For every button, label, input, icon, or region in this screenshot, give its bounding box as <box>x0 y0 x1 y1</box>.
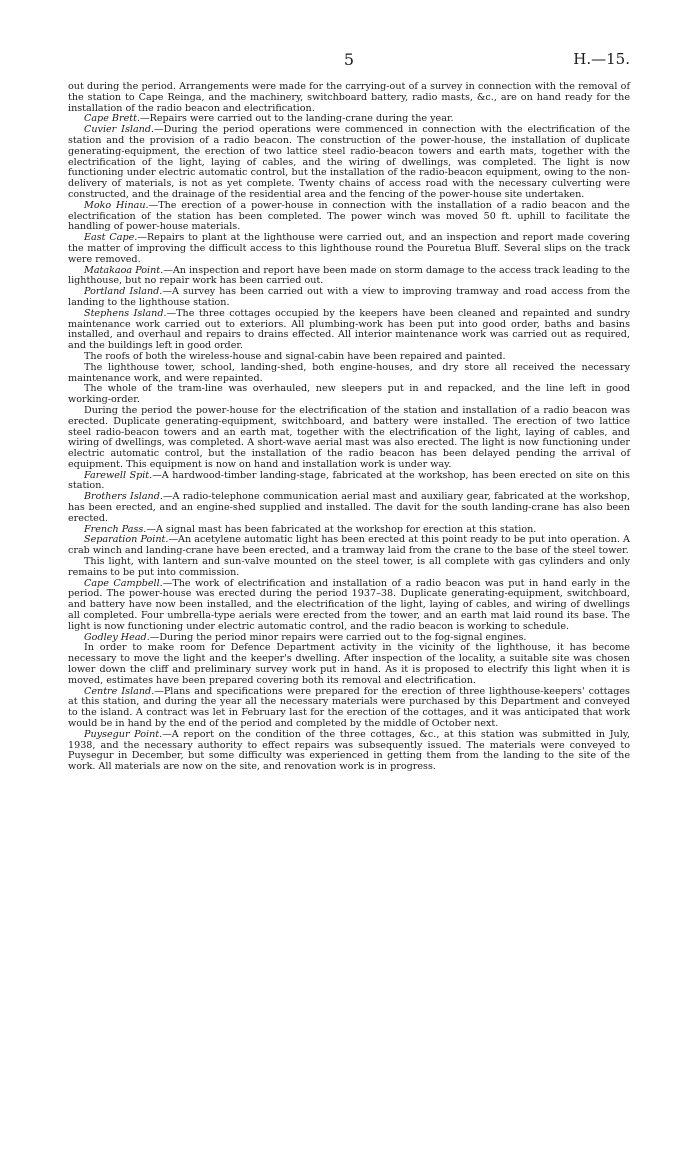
paragraph-text: —A radio-telephone communication aerial mast and auxiliary gear, fabricated at the workshop, has been erected, and an engine-shed supplied and installed. The davit for the south landing-crane has also been erected. <box>68 491 631 524</box>
paragraph <box>68 125 630 201</box>
paragraph-text: —An acetylene automatic light has been erected at this point ready to be put into operation. A crab winch and landing-crane have been erected, and a tramway laid from the crane to the base of the steel tower. <box>68 534 630 557</box>
paragraph-text: —Repairs to plant at the lighthouse were carried out, and an inspection and report made covering the matter of improving the difficult access to this lighthouse round the Pouretua Bluff. Several slips on the track were removed. <box>68 232 630 265</box>
paragraph <box>68 471 630 493</box>
paragraph-text: —A survey has been carried out with a view to improving tramway and road access from the landing to the lighthouse station. <box>68 286 631 308</box>
paragraph-text: —The erection of a power-house in connection with the installation of a radio beacon and the electrification of the station has been completed. The power winch was moved 50 ft. uphill to facilitate the handling of power-house materials. <box>68 199 630 233</box>
paragraph <box>68 82 630 114</box>
paragraph-text: —The three cottages occupied by the keepers have been cleaned and repainted and sundry maintenance work carried out to exteriors. All plumbing-work has been put into good order, baths and basins installed, and overhaul and repairs to drains effected. All interior maintenance work was carried out as required, and the buildings left in good order. <box>68 307 630 352</box>
station-heading: Stephens Island. <box>84 307 167 319</box>
station-heading: Cape Brett. <box>84 113 141 125</box>
paragraph <box>68 557 630 579</box>
paragraph <box>68 201 630 233</box>
paragraph-text: out during the period. Arrangements were made for the carrying-out of a survey in connection with the removal of the station to Cape Reinga, and the machinery, switchboard battery, radio masts, &c., are on hand ready for the installation of the radio beacon and electrification. <box>68 81 630 114</box>
station-heading: Puysegur Point. <box>84 728 163 740</box>
station-heading: Brothers Island. <box>84 491 163 503</box>
document-page <box>68 46 630 773</box>
paragraph-text: The whole of the tram-line was overhauled, new sleepers put in and repacked, and the line left in good working-order. <box>68 383 630 406</box>
paragraph-text: During the period the power-house for the electrification of the station and installation of a radio beacon was erected. Duplicate generating-equipment, switchboard, and battery were installed. The erection of two lattice steel radio-beacon towers and an earth mat, together with the electrification of the light, laying of cables, and wiring of dwellings, was completed. A short-wave aerial mast was also erected. The light is now functioning under electric automatic control, but the installation of the radio beacon has been delayed pending the arrival of equipment. This equipment is now on hand and installation work is under way. <box>68 404 630 470</box>
paragraph-text: In order to make room for Defence Department activity in the vicinity of the lighthouse, it has become necessary to move the light and the keeper's dwelling. After inspection of the locality, a suitable site was chosen lower down the cliff and preliminary survey work put in hand. As it is proposed to electrify this light when it is moved, estimates have been prepared covering both its removal and electrification. <box>68 642 630 686</box>
paragraph <box>68 363 630 385</box>
paragraph-text: This light, with lantern and sun-valve mounted on the steel tower, is all complete with gas cylinders and only remains to be put into commission. <box>68 556 630 578</box>
paragraph-text: —An inspection and report have been made on storm damage to the access track leading to the lighthouse, but no repair work has been carried out. <box>68 264 630 287</box>
station-heading: Godley Head. <box>84 631 150 643</box>
paragraph-text: —During the period operations were commenced in connection with the electrification of the station and the provision of a radio beacon. The construction of the power-house, the installation of duplicate generating-equipment, the erection of two lattice steel radio-beacon towers and earth mats, together with the electrification of the light, laying of cables, and the wiring of dwellings, was completed. The light is now functioning under electric automatic control, but the installation of the radio-beacon equipment, owing to the non-delivery of materials, is not as yet complete. Twenty chains of access road with the necessary culverting were constructed, and the drainage of the residential area and the fencing of the power-house site undertaken. <box>68 124 630 200</box>
station-heading: East Cape. <box>84 232 138 244</box>
paragraph <box>68 643 630 686</box>
paragraph-text: —Repairs were carried out to the landing-crane during the year. <box>140 113 454 125</box>
paragraph <box>68 309 630 352</box>
paragraph-text: —During the period minor repairs were carried out to the fog-signal engines. <box>149 631 527 643</box>
paragraph-text: The roofs of both the wireless-house and signal-cabin have been repaired and painted. <box>84 350 506 362</box>
station-heading: Centre Island. <box>84 685 155 697</box>
body-text <box>68 82 630 773</box>
station-heading: Separation Point. <box>84 534 169 546</box>
paragraph <box>68 579 630 633</box>
station-heading: French Pass. <box>84 523 147 535</box>
station-heading: Farewell Spit. <box>84 469 153 481</box>
station-heading: Cuvier Island. <box>84 124 155 136</box>
page-header <box>68 46 630 82</box>
paragraph-text: —A signal mast has been fabricated at the workshop for erection at this station. <box>146 523 537 535</box>
paragraph <box>68 384 630 406</box>
paragraph <box>68 492 630 524</box>
paragraph <box>68 535 630 557</box>
paragraph <box>68 730 630 773</box>
paragraph-text: —A report on the condition of the three cottages, &c., at this station was submitted in July, 1938, and the necessary authority to effect repairs was subsequently issued. The materials were conveyed to Puysegur in December, but some difficulty was experienced in getting them from the landing to the site of the work. All materials are now on the site, and renovation work is in progress. <box>68 728 630 773</box>
station-heading: Matakaoa Point. <box>84 264 164 276</box>
station-heading: Portland Island. <box>84 286 163 298</box>
paragraph <box>68 687 630 730</box>
paragraph-text: —Plans and specifications were prepared for the erection of three lighthouse-keepers' cottages at this station, and during the year all the necessary materials were purchased by this Department and conveyed to the island. A contract was let in February last for the erection of the cottages, and it was anticipated that work would be in hand by the end of the period and completed by the middle of October next. <box>68 685 630 730</box>
paragraph <box>68 406 630 471</box>
paragraph <box>68 233 630 265</box>
paragraph-text: —The work of electrification and installation of a radio beacon was put in hand early in the period. The power-house was erected during the period 1937–38. Duplicate generating-equipment, switchboard, and battery have now been installed, and the electrification of the light, laying of cables, and wiring of dwellings all completed. Four umbrella-type aerials were erected from the tower, and an earth mat laid round its base. The light is now functioning under electric automatic control, and the radio beacon is working to schedule. <box>68 577 631 632</box>
paragraph <box>68 266 630 288</box>
station-heading: Moko Hinau. <box>84 199 149 211</box>
paragraph-text: The lighthouse tower, school, landing-shed, both engine-houses, and dry store all received the necessary maintenance work, and were repainted. <box>68 361 630 384</box>
paragraph-text: —A hardwood-timber landing-stage, fabricated at the workshop, has been erected on site on this station. <box>68 469 630 492</box>
document-reference: H.—15. <box>573 50 630 68</box>
paragraph <box>68 287 630 309</box>
page-number: 5 <box>343 50 355 69</box>
station-heading: Cape Campbell. <box>84 577 163 589</box>
